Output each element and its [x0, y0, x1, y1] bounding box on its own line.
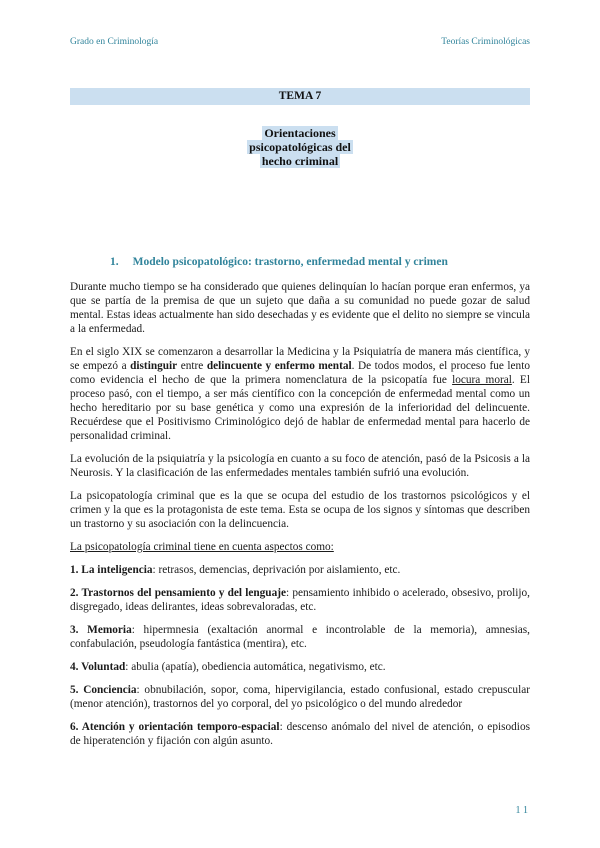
paragraph: [70, 586, 530, 614]
doc-title-line: psicopatológicas del: [249, 140, 351, 154]
paragraph: [70, 489, 530, 531]
footer-page-number: 1 1: [515, 805, 528, 816]
text-run: La psicopatología criminal tiene en cuenta aspectos como:: [70, 541, 334, 553]
paragraph: [70, 660, 530, 674]
text-run: : retrasos, demencias, deprivación por aislamiento, etc.: [152, 564, 401, 576]
text-run: delincuente y enfermo mental: [206, 360, 352, 372]
section-heading: [70, 255, 530, 269]
text-run: : obnubilación, sopor, coma, hipervigilancia, estado confusional, estado crepuscular (menor atención), trastornos del yo corporal, del yo psicológico o del mundo alrededor: [70, 684, 530, 710]
text-run: . De todos modos, el proceso fue lento como evidencia el hecho de que la primera nomenclatura de la psicopatía fue: [70, 360, 530, 386]
text-run: 6. Atención y orientación temporo-espacial: [70, 721, 280, 733]
doc-title-row: [70, 154, 530, 168]
text-run: En el siglo XIX se comenzaron a desarrollar la Medicina y la Psiquiatría de manera más científica, y se empezó a: [70, 346, 530, 372]
doc-title-line: hecho criminal: [261, 154, 339, 168]
doc-body: [70, 280, 530, 748]
paragraph: [70, 452, 530, 480]
section-number: 1.: [110, 256, 119, 268]
text-run: 1. La inteligencia: [70, 564, 153, 576]
doc-title: [70, 126, 530, 168]
text-run: entre: [177, 360, 207, 372]
paragraph: [70, 280, 530, 336]
paragraph: [70, 540, 530, 554]
doc-title-line: Orientaciones: [264, 126, 336, 140]
page-header: [70, 36, 530, 48]
text-run: La psicopatología criminal que es la que se ocupa del estudio de los trastornos psicológicos y el crimen y la que es la protagonista de este tema. Esta se ocupa de los signos y síntomas que describen un trastorno y su asociación con la delincuencia.: [70, 490, 530, 530]
paragraph: [70, 683, 530, 711]
paragraph: [70, 345, 530, 443]
header-right: Teorías Criminológicas: [441, 37, 530, 47]
tema-band: [70, 88, 530, 105]
text-run: : abulia (apatía), obediencia automática, negativismo, etc.: [125, 661, 386, 673]
text-run: locura moral: [452, 374, 512, 386]
page-content: [70, 36, 530, 757]
text-run: : pensamiento inhibido o acelerado, obsesivo, prolijo, disgregado, ideas delirantes, ideas sobrevaloradas, etc.: [70, 587, 530, 613]
tema-label: TEMA 7: [278, 90, 322, 102]
doc-title-row: [70, 140, 530, 154]
text-run: : descenso anómalo del nivel de atención, o episodios de hiperatención y fijación con algún asunto.: [70, 721, 530, 747]
text-run: . El proceso pasó, con el tiempo, a ser más científico con la concepción de enfermedad mental como un hecho hereditario por su base genética y como una expresión de la inferioridad del delincuente. Recuérdese que el Positivismo Criminológico dejó de hablar de enfermedad mental para hacerlo de personalidad criminal.: [70, 374, 530, 442]
section-title: Modelo psicopatológico: trastorno, enfermedad mental y crimen: [132, 256, 448, 268]
paragraph: [70, 623, 530, 651]
text-run: 5. Conciencia: [70, 684, 137, 696]
paragraph: [70, 720, 530, 748]
text-run: Durante mucho tiempo se ha considerado que quienes delinquían lo hacían porque eran enfermos, ya que se partía de la premisa de que un sujeto que daña a su comunidad no puede gozar de salud mental. Estas ideas actualmente han sido desechadas y es evidente que el delito no siempre se vincula a la enfermedad.: [70, 281, 530, 335]
header-left: Grado en Criminología: [70, 37, 159, 47]
text-run: 3. Memoria: [70, 624, 132, 636]
doc-title-row: [70, 126, 530, 140]
text-run: 2. Trastornos del pensamiento y del lenguaje: [70, 587, 287, 599]
text-run: : hipermnesia (exaltación anormal e incontrolable de la memoria), amnesias, confabulación, pseudología fantástica (mentira), etc.: [70, 624, 530, 650]
text-run: distinguir: [130, 360, 178, 372]
text-run: 4. Voluntad: [70, 661, 126, 673]
paragraph: [70, 563, 530, 577]
text-run: La evolución de la psiquiatría y la psicología en cuanto a su foco de atención, pasó de la Psicosis a la Neurosis. Y la clasificación de las enfermedades mentales también sufrió una evolución.: [70, 453, 530, 479]
